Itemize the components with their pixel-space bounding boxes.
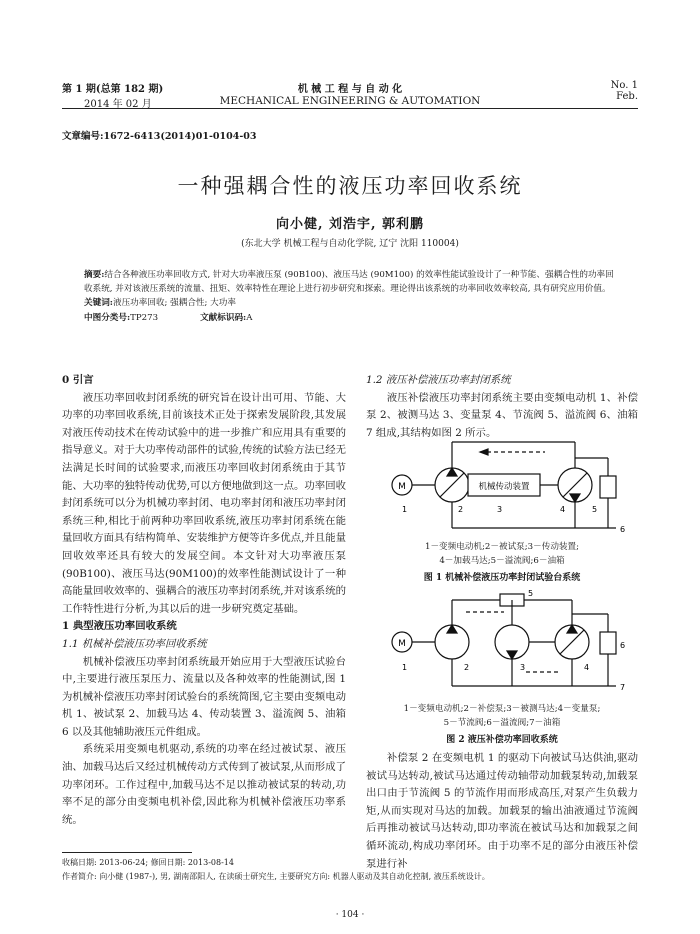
issue-number: 第 1 期(总第 182 期) <box>62 84 164 95</box>
intro-paragraph: 液压功率回收封闭系统的研究旨在设计出可用、节能、大功率的功率回收系统,目前该技术正处于探索发展阶段,其发展对液压传动技术在传动试验中的进一步推广和应用具有重要的指导意义。对于大功率传动部件的试验,传统的试验方法已经无法满足长时间的试验要求,而液压功率回收封闭系统由于其节能、大功率的独特传动优势,可以方便地做到这一点。功率回收封闭系统可以分为机械功率封闭、电功率封闭和液压功率封闭系统三种,相比于前两种功率回收系统,液压功率封闭系统在能量回收方面具有结构简单、安装维护方便等许多优点,并且能量回收效率还具有较大的发展空间。本文针对大功率液压泵(90B100)、液压马达(90M100)的效率性能测试设计了一种高能量回收效率的、强耦合的液压功率封闭系统,并对该系统的工作特性进行分析,为其以后的进一步研究奠定基础。 <box>62 391 346 615</box>
figure-1-legend <box>366 540 638 568</box>
paragraph-1-2b: 补偿泵 2 在变频电机 1 的驱动下向被试马达供油,驱动被试马达转动,被试马达通过传动轴带动加载泵转动,加载泵出口由于节流阀 5 的节流作用而形成高压,对泵产生负载力矩,从而实现对马达的加载。加载泵的输出油液通过节流阀后再推动被试马达转动,即功率流在被试马达和加载泵之间循环流动,构成功率闭环。由于功率不足的部分由液压补偿泵进行补 <box>366 752 638 870</box>
journal-name <box>200 80 500 107</box>
figure-2-legend-line2: 5－节流阀;6－溢流阀;7－油箱 <box>443 718 561 728</box>
svg-text:5: 5 <box>592 505 598 514</box>
svg-text:6: 6 <box>620 641 626 650</box>
article-number: 文章编号:1672-6413(2014)01-0104-03 <box>62 131 257 142</box>
figure-1-legend-line1: 1－变频电动机;2－被试泵;3－传动装置; <box>425 542 579 552</box>
abstract-label: 摘要: <box>84 270 105 280</box>
figure-2-diagram <box>380 586 630 696</box>
figure-2-legend-line1: 1－变频电动机;2－补偿泵;3－被测马达;4－变量泵; <box>403 704 601 714</box>
section-1-heading: 1 典型液压功率回收系统 <box>62 620 177 633</box>
journal-issue <box>62 80 163 110</box>
abstract-text: 结合各种液压功率回收方式, 针对大功率液压泵 (90B100)、液压马达 (90M100) 的效率性能试验设计了一种节能、强耦合性的功率回收系统, 并对该液压系统的流量、扭矩、效率特性在理论上进行初步研究和探索。理论得出该系统的功率回收效率较高, 具有研究应用价值。 <box>84 270 614 295</box>
svg-text:4: 4 <box>560 505 566 514</box>
page-number: · 104 · <box>335 910 365 920</box>
authors: 向小健, 刘浩宇, 郭利鹏 <box>275 217 425 232</box>
section-intro-heading: 0 引言 <box>62 374 94 386</box>
affiliation: (东北大学 机械工程与自动化学院, 辽宁 沈阳 110004) <box>241 239 459 249</box>
relief-valve-2-symbol <box>600 632 616 654</box>
journal-no <box>560 80 638 102</box>
abstract-block <box>84 268 614 325</box>
figure-1-box-label: 机械传动装置 <box>478 482 530 492</box>
svg-text:3: 3 <box>520 663 526 672</box>
figure-1-diagram <box>380 432 630 538</box>
relief-valve-symbol <box>600 476 616 498</box>
author-bio: 作者简介: 向小健 (1987-), 男, 湖南邵阳人, 在读硕士研究生, 主要研究方向: 机器人驱动及其自动化控制, 液压系统设计。 <box>62 872 490 881</box>
paper-title: 一种强耦合性的液压功率回收系统 <box>177 174 523 198</box>
journal-name-en: MECHANICAL ENGINEERING & AUTOMATION <box>219 95 481 107</box>
svg-text:2: 2 <box>464 663 470 672</box>
figure-2-caption: 图 2 液压补偿功率回收系统 <box>446 735 558 745</box>
doc-code-text: A <box>246 312 253 323</box>
svg-text:M: M <box>398 639 406 649</box>
footnote-rule <box>62 852 192 853</box>
figure-1-legend-line2: 4－加载马达;5－溢流阀;6－油箱 <box>439 556 565 566</box>
classification <box>84 311 614 325</box>
received-date: 收稿日期: 2013-06-24; 修回日期: 2013-08-14 <box>62 858 234 867</box>
left-column <box>62 372 346 829</box>
doc-code-label: 文献标识码: <box>200 312 247 323</box>
svg-text:5: 5 <box>528 589 534 598</box>
keywords <box>84 296 614 310</box>
svg-text:1: 1 <box>402 505 408 514</box>
svg-text:2: 2 <box>458 505 464 514</box>
keywords-text: 液压功率回收; 强耦合性; 大功率 <box>112 298 236 309</box>
keywords-label: 关键词: <box>84 298 113 309</box>
svg-text:7: 7 <box>620 683 626 692</box>
subsection-1-2-heading: 1.2 液压补偿液压功率封闭系统 <box>366 374 511 386</box>
svg-text:4: 4 <box>584 663 590 672</box>
clc-text: TP273 <box>130 312 159 323</box>
svg-text:6: 6 <box>620 525 626 534</box>
issue-date: 2014 年 02 月 <box>84 99 152 110</box>
journal-name-cn: 机 械 工 程 与 自 动 化 <box>297 84 403 95</box>
month-label: Feb. <box>616 91 638 102</box>
svg-text:1: 1 <box>402 663 408 672</box>
figure-2-legend <box>366 702 638 730</box>
paragraph-1-1b: 系统采用变频电机驱动,系统的功率在经过被试泵、液压油、加载马达后又经过机械传动方式传到了被试泵,从而形成了功率闭环。工作过程中,加载马达不足以推动被试泵的转动,功率不足的部分由变频电机补偿,因此称为机械补偿液压功率系统。 <box>62 743 346 826</box>
svg-text:M: M <box>398 482 406 492</box>
abstract <box>84 268 614 296</box>
paragraph-1-1a: 机械补偿液压功率封闭系统最开始应用于大型液压试验台中,主要进行液压泵压力、流量以及各种效率的性能测试,图 1 为机械补偿液压功率封闭试验台的系统简图,它主要由变频电动机 1、被试泵 2、加载马达 4、传动装置 3、溢流阀 5、油箱 6 以及其他辅助液压元件组成。 <box>62 655 346 738</box>
clc-label: 中图分类号: <box>84 312 131 323</box>
subsection-1-1-heading: 1.1 机械补偿液压功率回收系统 <box>62 637 207 650</box>
right-column-continued <box>366 750 638 873</box>
paragraph-1-2a: 液压补偿液压功率封闭系统主要由变频电动机 1、补偿泵 2、被测马达 3、变量泵 4、节流阀 5、溢流阀 6、油箱 7 组成,其结构如图 2 所示。 <box>366 391 638 439</box>
figure-1-caption: 图 1 机械补偿液压功率封闭试验台系统 <box>423 573 581 583</box>
header-rule <box>62 108 638 109</box>
no-label: No. 1 <box>610 80 638 91</box>
svg-text:3: 3 <box>497 505 503 514</box>
footnote <box>62 856 642 884</box>
